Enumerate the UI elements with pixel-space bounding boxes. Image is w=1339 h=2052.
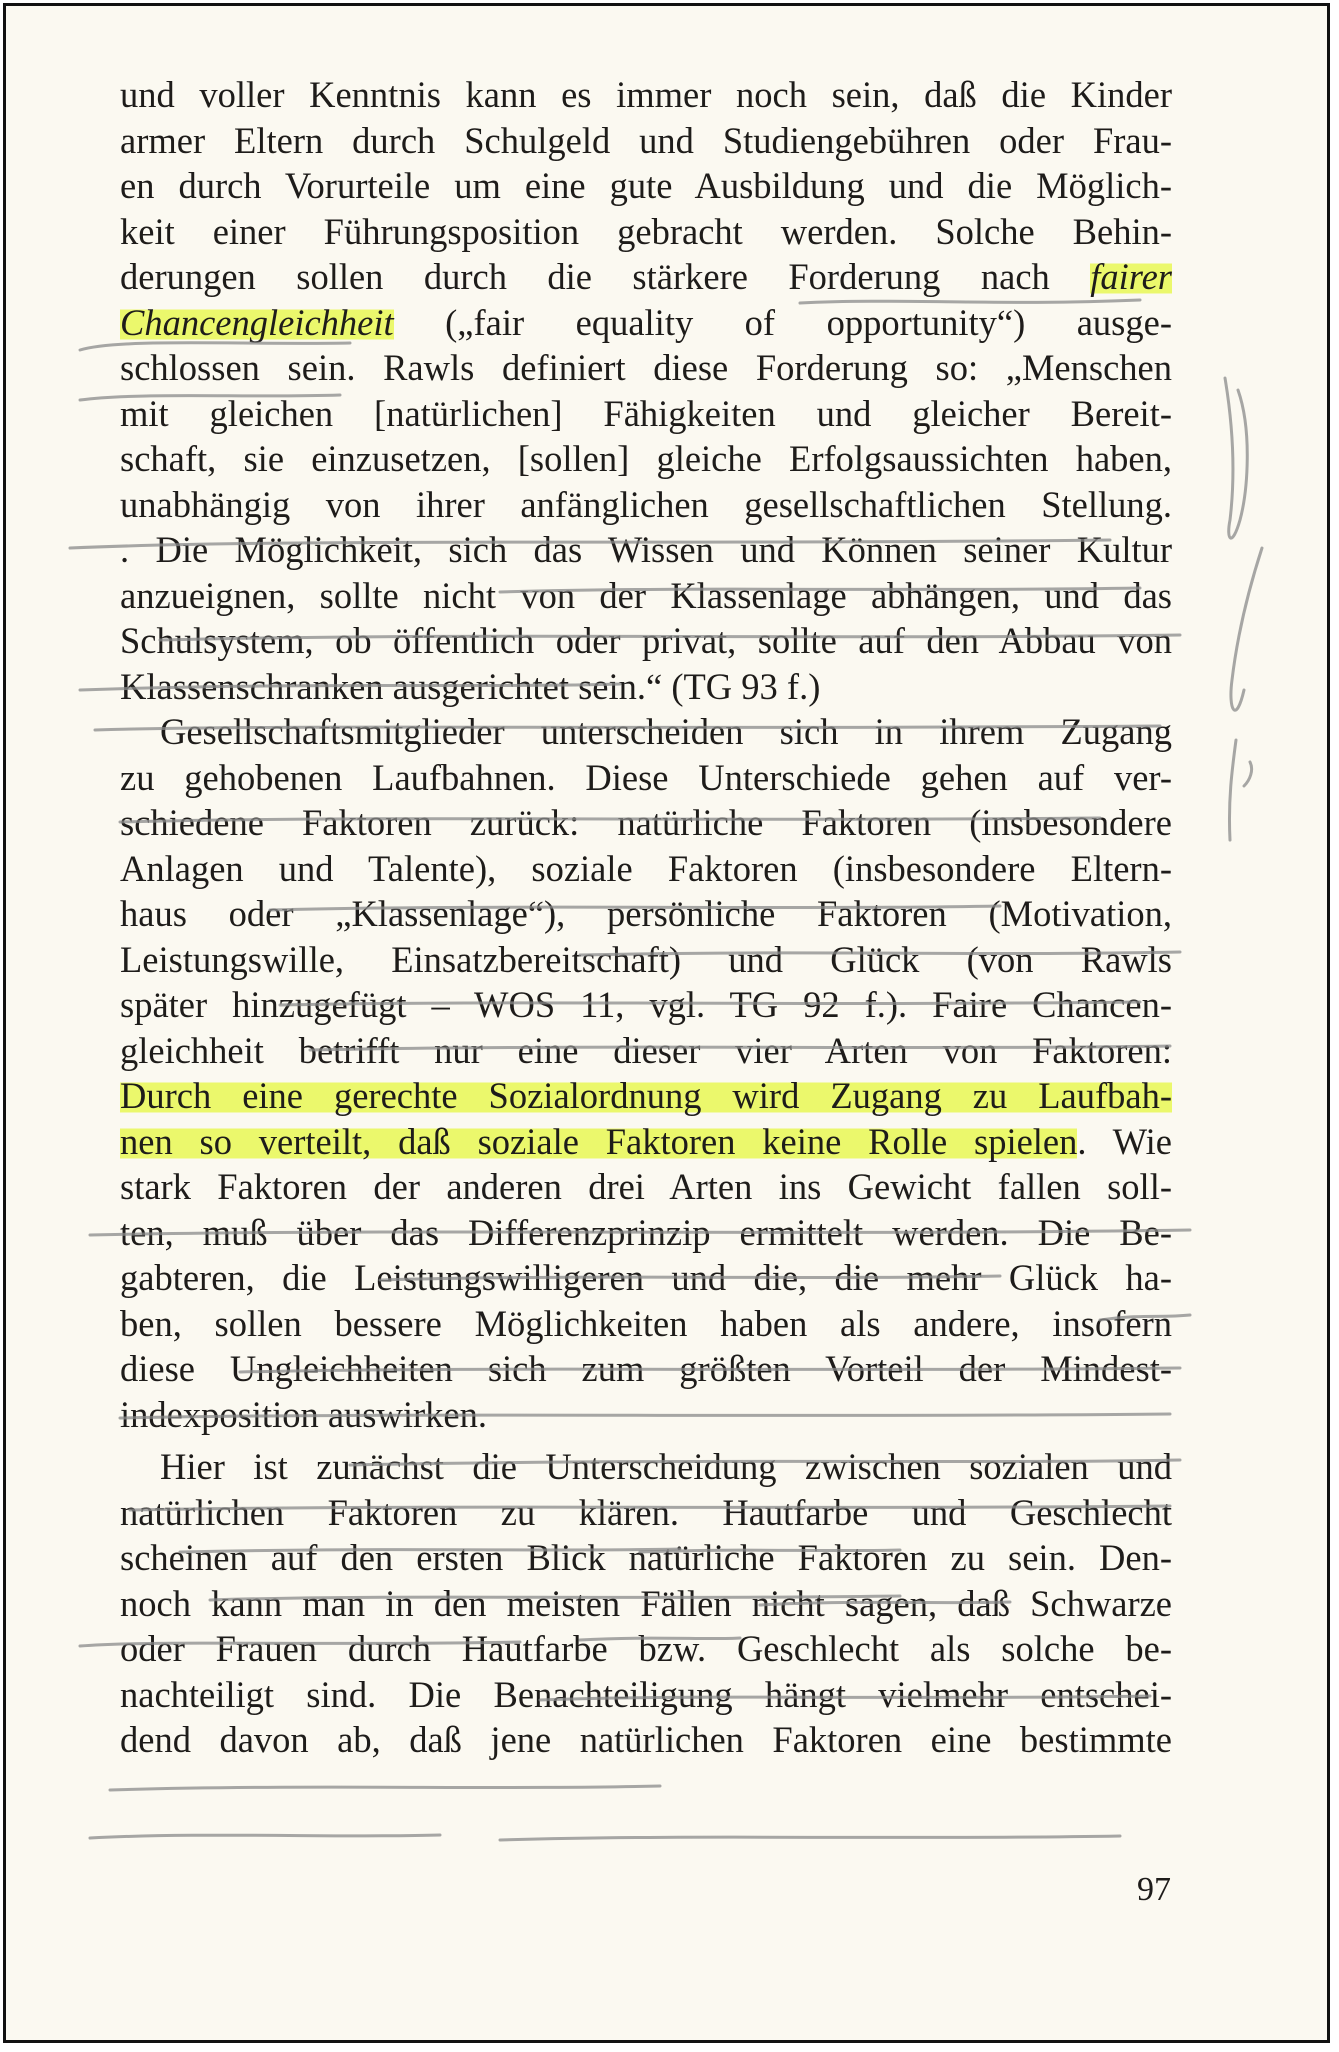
text-line: mit gleichen [natürlichen] Fähigkeiten und gleicher Bereit- bbox=[120, 392, 1172, 434]
text-line: schaft, sie einzusetzen, [sollen] gleiche Erfolgsaussichten haben, bbox=[120, 438, 1172, 479]
text-line: Hier ist zunächst die Unterscheidung zwischen sozialen und bbox=[160, 1446, 1172, 1487]
text-line: gleichheit betrifft nur eine dieser vier Arten von Faktoren: bbox=[120, 1029, 1172, 1071]
text-line: . Die Möglichkeit, sich das Wissen und Können seiner Kultur bbox=[120, 529, 1172, 570]
text-line: anzueignen, sollte nicht von der Klassenlage abhängen, und das bbox=[120, 574, 1172, 616]
text-line: ten, muß über das Differenzprinzip ermittelt werden. Die Be- bbox=[120, 1211, 1172, 1253]
text-line: Leistungswille, Einsatzbereitschaft) und Glück (von Rawls bbox=[120, 938, 1172, 980]
text-line: Gesellschaftsmitglieder unterscheiden sich in ihrem Zugang bbox=[160, 711, 1172, 752]
paragraph-2 bbox=[120, 709, 1172, 1437]
text-line: Anlagen und Talente), soziale Faktoren (insbesondere Eltern- bbox=[120, 847, 1172, 889]
book-page-text bbox=[120, 72, 1172, 1763]
text-line: oder Frauen durch Hautfarbe bzw. Geschlecht als solche be- bbox=[120, 1628, 1172, 1669]
highlighted-sentence: nen so verteilt, daß soziale Faktoren keine Rolle spielen bbox=[120, 1120, 1078, 1162]
text-line: und voller Kenntnis kann es immer noch sein, daß die Kinder bbox=[120, 74, 1172, 115]
text-line: Schulsystem, ob öffentlich oder privat, sollte auf den Abbau von bbox=[120, 620, 1172, 661]
text-line: schiedene Faktoren zurück: natürliche Faktoren (insbesondere bbox=[120, 802, 1172, 843]
text-line: Klassenschranken ausgerichtet sein.“ (TG 93 f.) bbox=[120, 665, 821, 707]
text-line bbox=[120, 300, 1172, 346]
text-line: diese Ungleichheiten sich zum größten Vorteil der Mindest- bbox=[120, 1348, 1172, 1389]
text-line: haus oder „Klassenlage“), persönliche Faktoren (Motivation, bbox=[120, 893, 1172, 934]
text-line: später hinzugefügt – WOS 11, vgl. TG 92 f.). Faire Chancen- bbox=[120, 984, 1172, 1025]
paragraph-1 bbox=[120, 72, 1172, 709]
text-line: stark Faktoren der anderen drei Arten ins Gewicht fallen soll- bbox=[120, 1166, 1172, 1207]
text-line: gabteren, die Leistungswilligeren und die, die mehr Glück ha- bbox=[120, 1257, 1172, 1298]
text-line: zu gehobenen Laufbahnen. Diese Unterschiede gehen auf ver- bbox=[120, 756, 1172, 798]
text-line: keit einer Führungsposition gebracht werden. Solche Behin- bbox=[120, 210, 1172, 252]
text-line: en durch Vorurteile um eine gute Ausbildung und die Möglich- bbox=[120, 165, 1172, 206]
text-segment: („fair equality of opportunity“) ausge- bbox=[393, 301, 1172, 343]
highlighted-term: Chancengleichheit bbox=[120, 301, 394, 343]
text-line: scheinen auf den ersten Blick natürliche Faktoren zu sein. Den- bbox=[120, 1537, 1172, 1578]
text-segment: . Wie bbox=[1077, 1120, 1172, 1162]
text-line bbox=[120, 1073, 1172, 1119]
highlighted-sentence: Durch eine gerechte Sozialordnung wird Zugang zu Laufbah- bbox=[120, 1075, 1172, 1116]
text-line: schlossen sein. Rawls definiert diese Forderung so: „Menschen bbox=[120, 347, 1172, 388]
text-line: indexposition auswirken. bbox=[120, 1393, 487, 1435]
text-line: noch kann man in den meisten Fällen nicht sagen, daß Schwarze bbox=[120, 1582, 1172, 1624]
page-number: 97 bbox=[1137, 1871, 1171, 1908]
highlighted-term: fairer bbox=[1090, 256, 1172, 297]
text-line bbox=[120, 254, 1172, 300]
text-line: armer Eltern durch Schulgeld und Studiengebühren oder Frau- bbox=[120, 119, 1172, 161]
text-line: unabhängig von ihrer anfänglichen gesellschaftlichen Stellung. bbox=[120, 483, 1172, 525]
text-line: ben, sollen bessere Möglichkeiten haben als andere, insofern bbox=[120, 1302, 1172, 1344]
text-line: dend davon ab, daß jene natürlichen Faktoren eine bestimmte bbox=[120, 1719, 1172, 1760]
text-line: natürlichen Faktoren zu klären. Hautfarbe und Geschlecht bbox=[120, 1491, 1172, 1533]
text-line bbox=[120, 1119, 1172, 1165]
paragraph-3 bbox=[120, 1444, 1172, 1763]
text-segment: derungen sollen durch die stärkere Forderung nach bbox=[120, 256, 1091, 297]
text-line: nachteiligt sind. Die Benachteiligung hängt vielmehr entschei- bbox=[120, 1673, 1172, 1715]
